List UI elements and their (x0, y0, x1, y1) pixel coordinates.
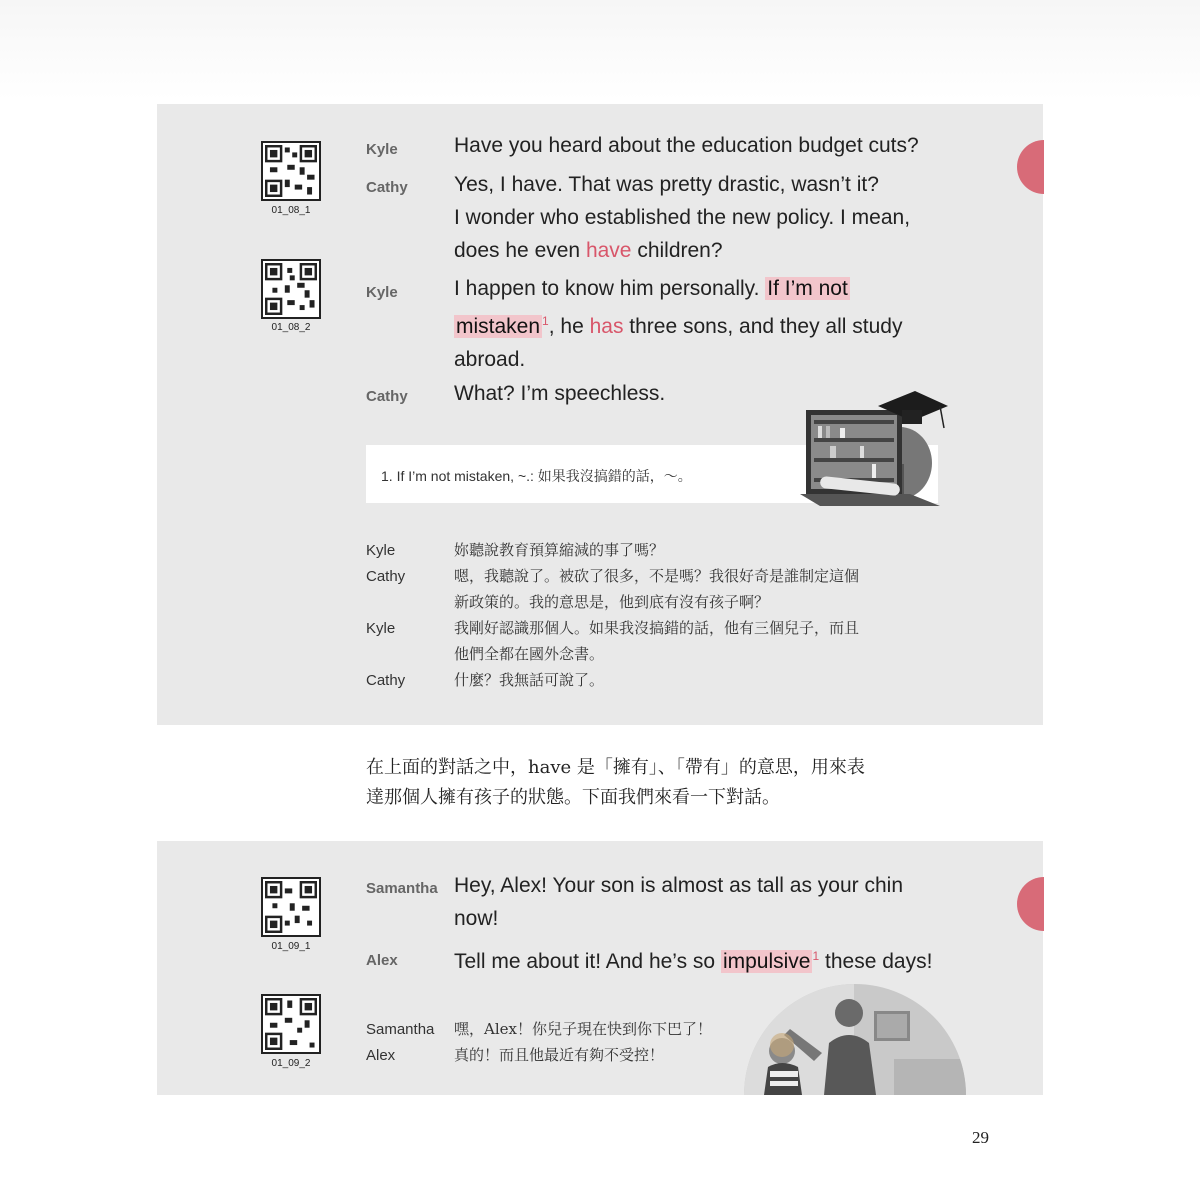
line-text: Yes, I have. That was pretty drastic, wasn’t it? (454, 173, 879, 196)
keyword: has (589, 315, 624, 338)
paragraph-line: 在上面的對話之中，have 是「擁有」、「帶有」的意思，用來表 (366, 757, 865, 778)
translation-speaker: Cathy (366, 568, 406, 585)
line-text: Hey, Alex! Your son is almost as tall as your chin (454, 874, 903, 897)
qr-code-icon (265, 881, 317, 933)
highlighted-phrase: mistaken (456, 315, 541, 338)
dialogue-line (454, 168, 954, 267)
speaker-name: Alex (366, 952, 398, 969)
translation-speaker: Kyle (366, 542, 396, 559)
qr-label: 01_09_2 (271, 1058, 311, 1069)
translation-text: 他們全都在國外念書。 (454, 645, 605, 663)
translation-line: 什麼？我無話可說了。 (454, 671, 605, 689)
line-text: children? (631, 239, 723, 262)
line-text: these days! (819, 950, 933, 973)
dialogue-line: What? I’m speechless. (454, 382, 666, 405)
translation-line: 真的！而且他最近有夠不受控！ (454, 1046, 665, 1064)
highlighted-phrase: impulsive (722, 950, 811, 973)
translation-speaker: Cathy (366, 672, 406, 689)
translation-line: 妳聽說教育預算縮減的事了嗎？ (454, 541, 665, 559)
qr-code[interactable] (261, 141, 321, 201)
line-text: I happen to know him personally. (454, 277, 766, 300)
dialogue-line (454, 272, 954, 376)
line-text: three sons, and they all study (623, 315, 903, 338)
line-text: Tell me about it! And he’s so (454, 950, 721, 973)
page-background (0, 0, 1200, 100)
footnote-text: 1. If I’m not mistaken, ~.: 如果我沒搞錯的話，～。 (381, 468, 692, 484)
page-number: 29 (972, 1128, 989, 1147)
translation-text: 我剛好認識那個人。如果我沒搞錯的話，他有三個兒子，而且 (454, 619, 860, 637)
highlighted-phrase: If I’m not (767, 277, 848, 300)
translation-speaker: Kyle (366, 620, 396, 637)
qr-code-icon (265, 998, 317, 1050)
speaker-name: Kyle (366, 284, 398, 301)
line-text: now! (454, 907, 499, 930)
qr-label: 01_09_1 (271, 941, 311, 952)
translation-speaker: Alex (366, 1047, 396, 1064)
keyword: have (585, 239, 632, 262)
line-text: abroad. (454, 348, 526, 371)
translation-line: 嘿，Alex！你兒子現在快到你下巴了！ (454, 1020, 712, 1038)
qr-code-icon (265, 263, 317, 315)
dialogue-line (454, 940, 954, 978)
qr-label: 01_08_2 (271, 322, 311, 333)
footnote-marker: 1 (812, 949, 820, 963)
speaker-name: Kyle (366, 141, 398, 158)
speaker-name: Samantha (366, 880, 438, 897)
paragraph-line: 達那個人擁有孩子的狀態。下面我們來看一下對話。 (366, 787, 780, 808)
footnote-marker: 1 (542, 314, 549, 328)
translation-line (454, 615, 954, 667)
line-text: , he (548, 315, 590, 338)
dialogue-line (454, 869, 954, 935)
qr-code[interactable] (261, 259, 321, 319)
translation-line (454, 563, 954, 615)
line-text: I wonder who established the new policy. I mean, (454, 206, 911, 229)
dialogue-line: Have you heard about the education budget cuts? (454, 134, 919, 157)
translation-text: 嗯，我聽說了。被砍了很多，不是嗎？我很好奇是誰制定這個 (454, 567, 860, 585)
qr-code-icon (265, 145, 317, 197)
translation-text: 新政策的。我的意思是，他到底有沒有孩子啊？ (454, 593, 770, 611)
speaker-name: Cathy (366, 179, 408, 196)
qr-code[interactable] (261, 994, 321, 1054)
qr-label: 01_08_1 (271, 205, 311, 216)
laptop-graduation-illustration (800, 388, 950, 516)
line-text: does he even (454, 239, 586, 262)
speaker-name: Cathy (366, 388, 408, 405)
qr-code[interactable] (261, 877, 321, 937)
translation-speaker: Samantha (366, 1021, 435, 1038)
explanation-paragraph (366, 753, 956, 813)
